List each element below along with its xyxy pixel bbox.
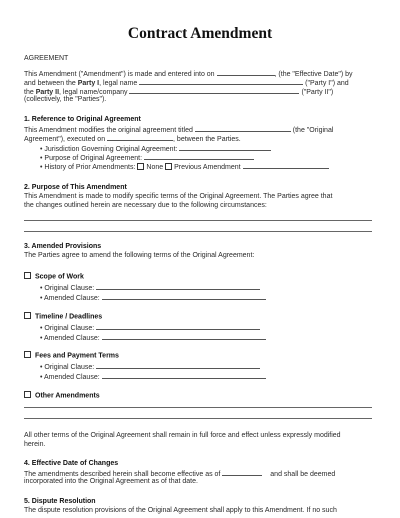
amendment-effective-date-field[interactable] xyxy=(222,468,262,476)
section-1-line-1: This Amendment modifies the original agreement titled (the "Original xyxy=(24,124,333,135)
jurisdiction-item: • Jurisdiction Governing Original Agreement: xyxy=(40,143,271,154)
remain-line-2: herein. xyxy=(24,441,46,448)
previous-amendment-field[interactable] xyxy=(243,161,329,169)
effective-date-field[interactable] xyxy=(217,68,275,76)
scope-of-work-item: Scope of Work xyxy=(24,272,84,282)
section-2-heading: 2. Purpose of This Amendment xyxy=(24,184,127,191)
fees-original-field[interactable] xyxy=(96,361,260,369)
previous-amendment-checkbox[interactable] xyxy=(165,163,172,170)
section-2-line-1: This Amendment is made to modify specific terms of the Original Agreement. The Parties agree that xyxy=(24,193,333,200)
section-3-intro: The Parties agree to amend the following terms of the Original Agreement: xyxy=(24,252,255,259)
original-agreement-title-field[interactable] xyxy=(195,124,291,132)
section-3-heading: 3. Amended Provisions xyxy=(24,243,102,250)
section-1-heading: 1. Reference to Original Agreement xyxy=(24,116,141,123)
timeline-item: Timeline / Deadlines xyxy=(24,312,102,322)
other-amendments-item: Other Amendments xyxy=(24,391,100,401)
none-checkbox[interactable] xyxy=(137,163,144,170)
fees-checkbox[interactable] xyxy=(24,351,31,358)
remain-line-1: All other terms of the Original Agreement shall remain in full force and effect unless expressly modified xyxy=(24,432,341,439)
other-amendments-line-2[interactable] xyxy=(24,418,372,419)
scope-original-field[interactable] xyxy=(96,282,260,290)
section-5-heading: 5. Dispute Resolution xyxy=(24,498,96,505)
other-amendments-checkbox[interactable] xyxy=(24,391,31,398)
section-4-line-1: The amendments described herein shall become effective as of and shall be deemed xyxy=(24,468,335,479)
executed-on-field[interactable] xyxy=(107,133,173,141)
scope-original-row: • Original Clause: xyxy=(40,282,260,293)
party2-name-field[interactable] xyxy=(129,86,299,94)
intro-line-3: the Party II, legal name/company ("Party II") xyxy=(24,86,333,97)
intro-line-1: This Amendment ("Amendment") is made and entered into on , (the "Effective Date") by xyxy=(24,68,353,79)
purpose-item: • Purpose of Original Agreement: xyxy=(40,152,254,163)
timeline-checkbox[interactable] xyxy=(24,312,31,319)
circumstances-line-1[interactable] xyxy=(24,220,372,221)
party1-name-field[interactable] xyxy=(139,77,303,85)
history-item: • History of Prior Amendments: None Previous Amendment xyxy=(40,161,329,172)
agreement-label: AGREEMENT xyxy=(24,55,69,62)
fees-amended-field[interactable] xyxy=(102,371,266,379)
fees-amended-row: • Amended Clause: xyxy=(40,371,266,382)
timeline-amended-field[interactable] xyxy=(102,332,266,340)
scope-of-work-checkbox[interactable] xyxy=(24,272,31,279)
jurisdiction-field[interactable] xyxy=(179,143,271,151)
timeline-original-row: • Original Clause: xyxy=(40,322,260,333)
section-2-line-2: the changes outlined herein are necessary due to the following circumstances: xyxy=(24,202,267,209)
section-4-line-2: incorporated into the Original Agreement as of that date. xyxy=(24,478,198,485)
document-title: Contract Amendment xyxy=(127,25,273,42)
scope-amended-row: • Amended Clause: xyxy=(40,292,266,303)
other-amendments-line-1[interactable] xyxy=(24,407,372,408)
section-4-heading: 4. Effective Date of Changes xyxy=(24,460,119,467)
fees-original-row: • Original Clause: xyxy=(40,361,260,372)
timeline-amended-row: • Amended Clause: xyxy=(40,332,266,343)
section-5-line-1: The dispute resolution provisions of the Original Agreement shall apply to this Amendment. If no such xyxy=(24,507,337,514)
circumstances-line-2[interactable] xyxy=(24,231,372,232)
intro-line-2: and between the Party I, legal name ("Party I") and xyxy=(24,77,349,88)
intro-line-4: (collectively, the "Parties"). xyxy=(24,96,107,103)
scope-amended-field[interactable] xyxy=(102,292,266,300)
timeline-original-field[interactable] xyxy=(96,322,260,330)
purpose-field[interactable] xyxy=(144,152,254,160)
fees-item: Fees and Payment Terms xyxy=(24,351,119,361)
section-1-line-2: Agreement"), executed on , between the Parties. xyxy=(24,133,241,144)
